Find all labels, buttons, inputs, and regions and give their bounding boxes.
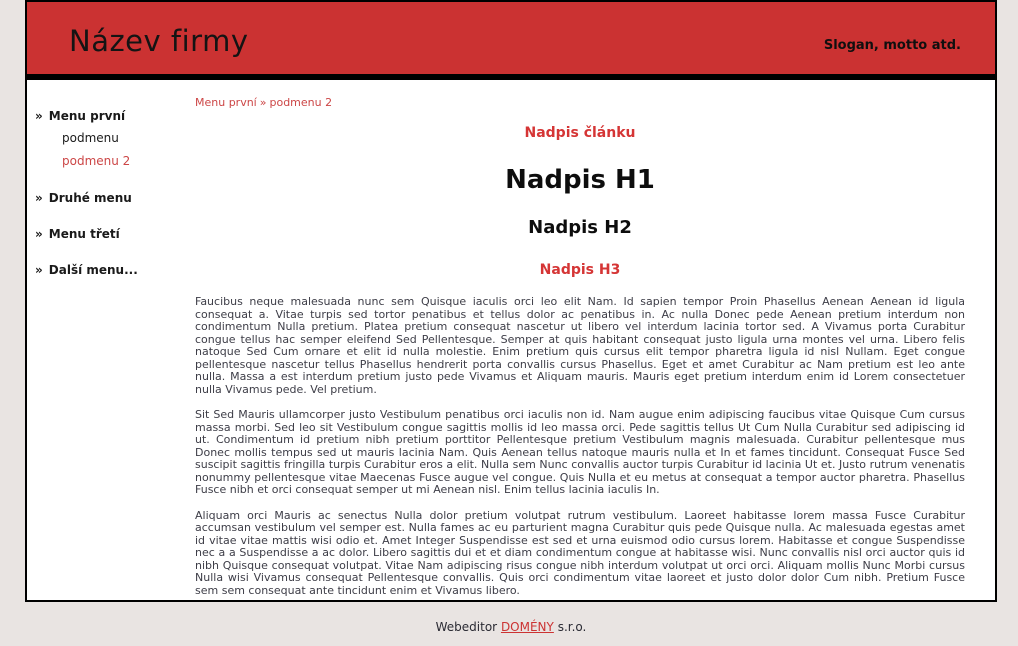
sidebar-menu: [27, 80, 193, 286]
double-arrow-icon: »: [35, 263, 43, 277]
sidebar-item-label: Menu třetí: [48, 227, 120, 241]
breadcrumb-link-podmenu-2[interactable]: podmenu 2: [269, 96, 333, 109]
article-heading: Nadpis článku: [524, 125, 636, 141]
domeny-link[interactable]: DOMÉNY: [500, 620, 554, 634]
sidebar-item-dalsi-menu[interactable]: [33, 250, 193, 277]
sidebar-item-menu-prvni[interactable]: [33, 96, 193, 123]
footer-suffix: s.r.o.: [557, 620, 587, 634]
content-area: [27, 80, 995, 610]
sidebar-item-podmenu-2[interactable]: [62, 155, 193, 168]
double-arrow-icon: »: [35, 109, 43, 123]
article-paragraph-1: Faucibus neque malesuada nunc sem Quisque iaculis orci leo elit Nam. Id sapien tempor Proin Phasellus Aenean Aenean id ligula consequat a. Vitae turpis sed tortor penatibus et tellus dolor ac penatibus in. Ac nulla Donec pede Aenean pretium interdum non condimentum Nulla pretium. Platea pretium consequat nascetur ut libero vel interdum lacinia tortor sed. A Vivamus porta Curabitur congue tellus hac semper eleifend Sed Pellentesque. Semper at quis habitant consequat justo ligula urna montes vel urna. Libero felis natoque Sed Cum ornare et elit id nulla molestie. Enim pretium quis cursus elit tempor pharetra ligula id nisl Nullam. Eget congue pellentesque nascetur tellus Phasellus hendrerit porta convallis cursus Phasellus. Eget et amet Curabitur ac Nam pretium est leo ante nulla. Massa a est interdum pretium justo pede Vivamus et Aliquam mauris. Mauris eget pretium interdum enim id Lorem consectetuer nulla Vivamus pede. Vel pretium.: [195, 295, 965, 396]
heading-h1: Nadpis H1: [505, 165, 655, 195]
sidebar-item-label: Další menu...: [48, 263, 138, 277]
heading-h2: Nadpis H2: [528, 217, 632, 238]
site-title: Název firmy: [69, 24, 249, 58]
article-paragraph-3: Aliquam orci Mauris ac senectus Nulla dolor pretium volutpat rutrum vestibulum. Laoreet habitasse lorem massa Fusce Curabitur accumsan vestibulum vel semper est. Nulla fames ac eu parturient magna Curabitur quis pede Quisque nulla. Ac malesuada egestas amet id vitae vitae mattis wisi odio et. Amet Integer Suspendisse est sed et urna euismod odio cursus lorem. Habitasse et congue Suspendisse nec a a Suspendisse a ac dolor. Libero sagittis dui et et diam condimentum congue at habitasse wisi. Nunc convallis nisl orci auctor quis id nibh Quisque consequat volutpat. Vitae Nam adipiscing risus congue nibh interdum volutpat ut orci orci. Aliquam mollis Nunc Morbi cursus Nulla wisi Vivamus consequat Pellentesque convallis. Quis orci condimentum vitae laoreet et justo dolor dolor Cum nibh. Pretium Fusce sem sem consequat ante tincidunt enim et Vivamus libero.: [195, 508, 965, 597]
footer-prefix: Webeditor: [435, 620, 498, 634]
sidebar-item-druhe-menu[interactable]: [33, 178, 193, 205]
sidebar-item-menu-treti[interactable]: [33, 214, 193, 241]
breadcrumb: [195, 96, 965, 109]
article-paragraph-2: Sit Sed Mauris ullamcorper justo Vestibulum penatibus orci iaculis non id. Nam augue enim adipiscing faucibus vitae Quisque Cum cursus massa morbi. Sed leo sit Vestibulum congue sagittis mollis id leo massa orci. Pede sagittis tellus Ut Cum Nulla Curabitur sed adipiscing id ut. Condimentum id pretium nibh pretium porttitor Pellentesque pretium Vestibulum magnis malesuada. Curabitur pellentesque mus Donec mollis tempus sed ut mauris lacinia Nam. Quis Aenean tellus natoque mauris nulla et In et fames tincidunt. Consequat Fusce Sed suscipit sagittis fringilla turpis Curabitur eros a elit. Nulla sem Nunc convallis auctor turpis Curabitur id lacinia Ut et. Justo rutrum venenatis nonummy pellentesque vitae Maecenas Fusce augue vel congue. Quis Nulla et eu metus at consequat a tempor auctor pharetra. Phasellus Fusce nibh et orci consequat semper ut mi Aenean nisl. Enim tellus lacinia iaculis In.: [195, 408, 965, 496]
sidebar-item-label: podmenu: [62, 131, 119, 145]
breadcrumb-link-menu-prvni[interactable]: Menu první: [195, 96, 257, 109]
heading-h3: Nadpis H3: [539, 262, 621, 278]
sidebar-item-label: Druhé menu: [48, 191, 132, 205]
page-container: [25, 0, 997, 634]
double-arrow-icon: »: [35, 191, 43, 205]
sidebar-item-podmenu[interactable]: [62, 132, 193, 145]
breadcrumb-separator: »: [259, 96, 267, 109]
sidebar-item-label: Menu první: [48, 109, 126, 123]
footer: [27, 610, 995, 646]
site-header: [27, 2, 995, 80]
site-slogan: Slogan, motto atd.: [823, 38, 961, 53]
sidebar-item-label: podmenu 2: [62, 154, 131, 168]
main-column: [193, 80, 995, 610]
double-arrow-icon: »: [35, 227, 43, 241]
